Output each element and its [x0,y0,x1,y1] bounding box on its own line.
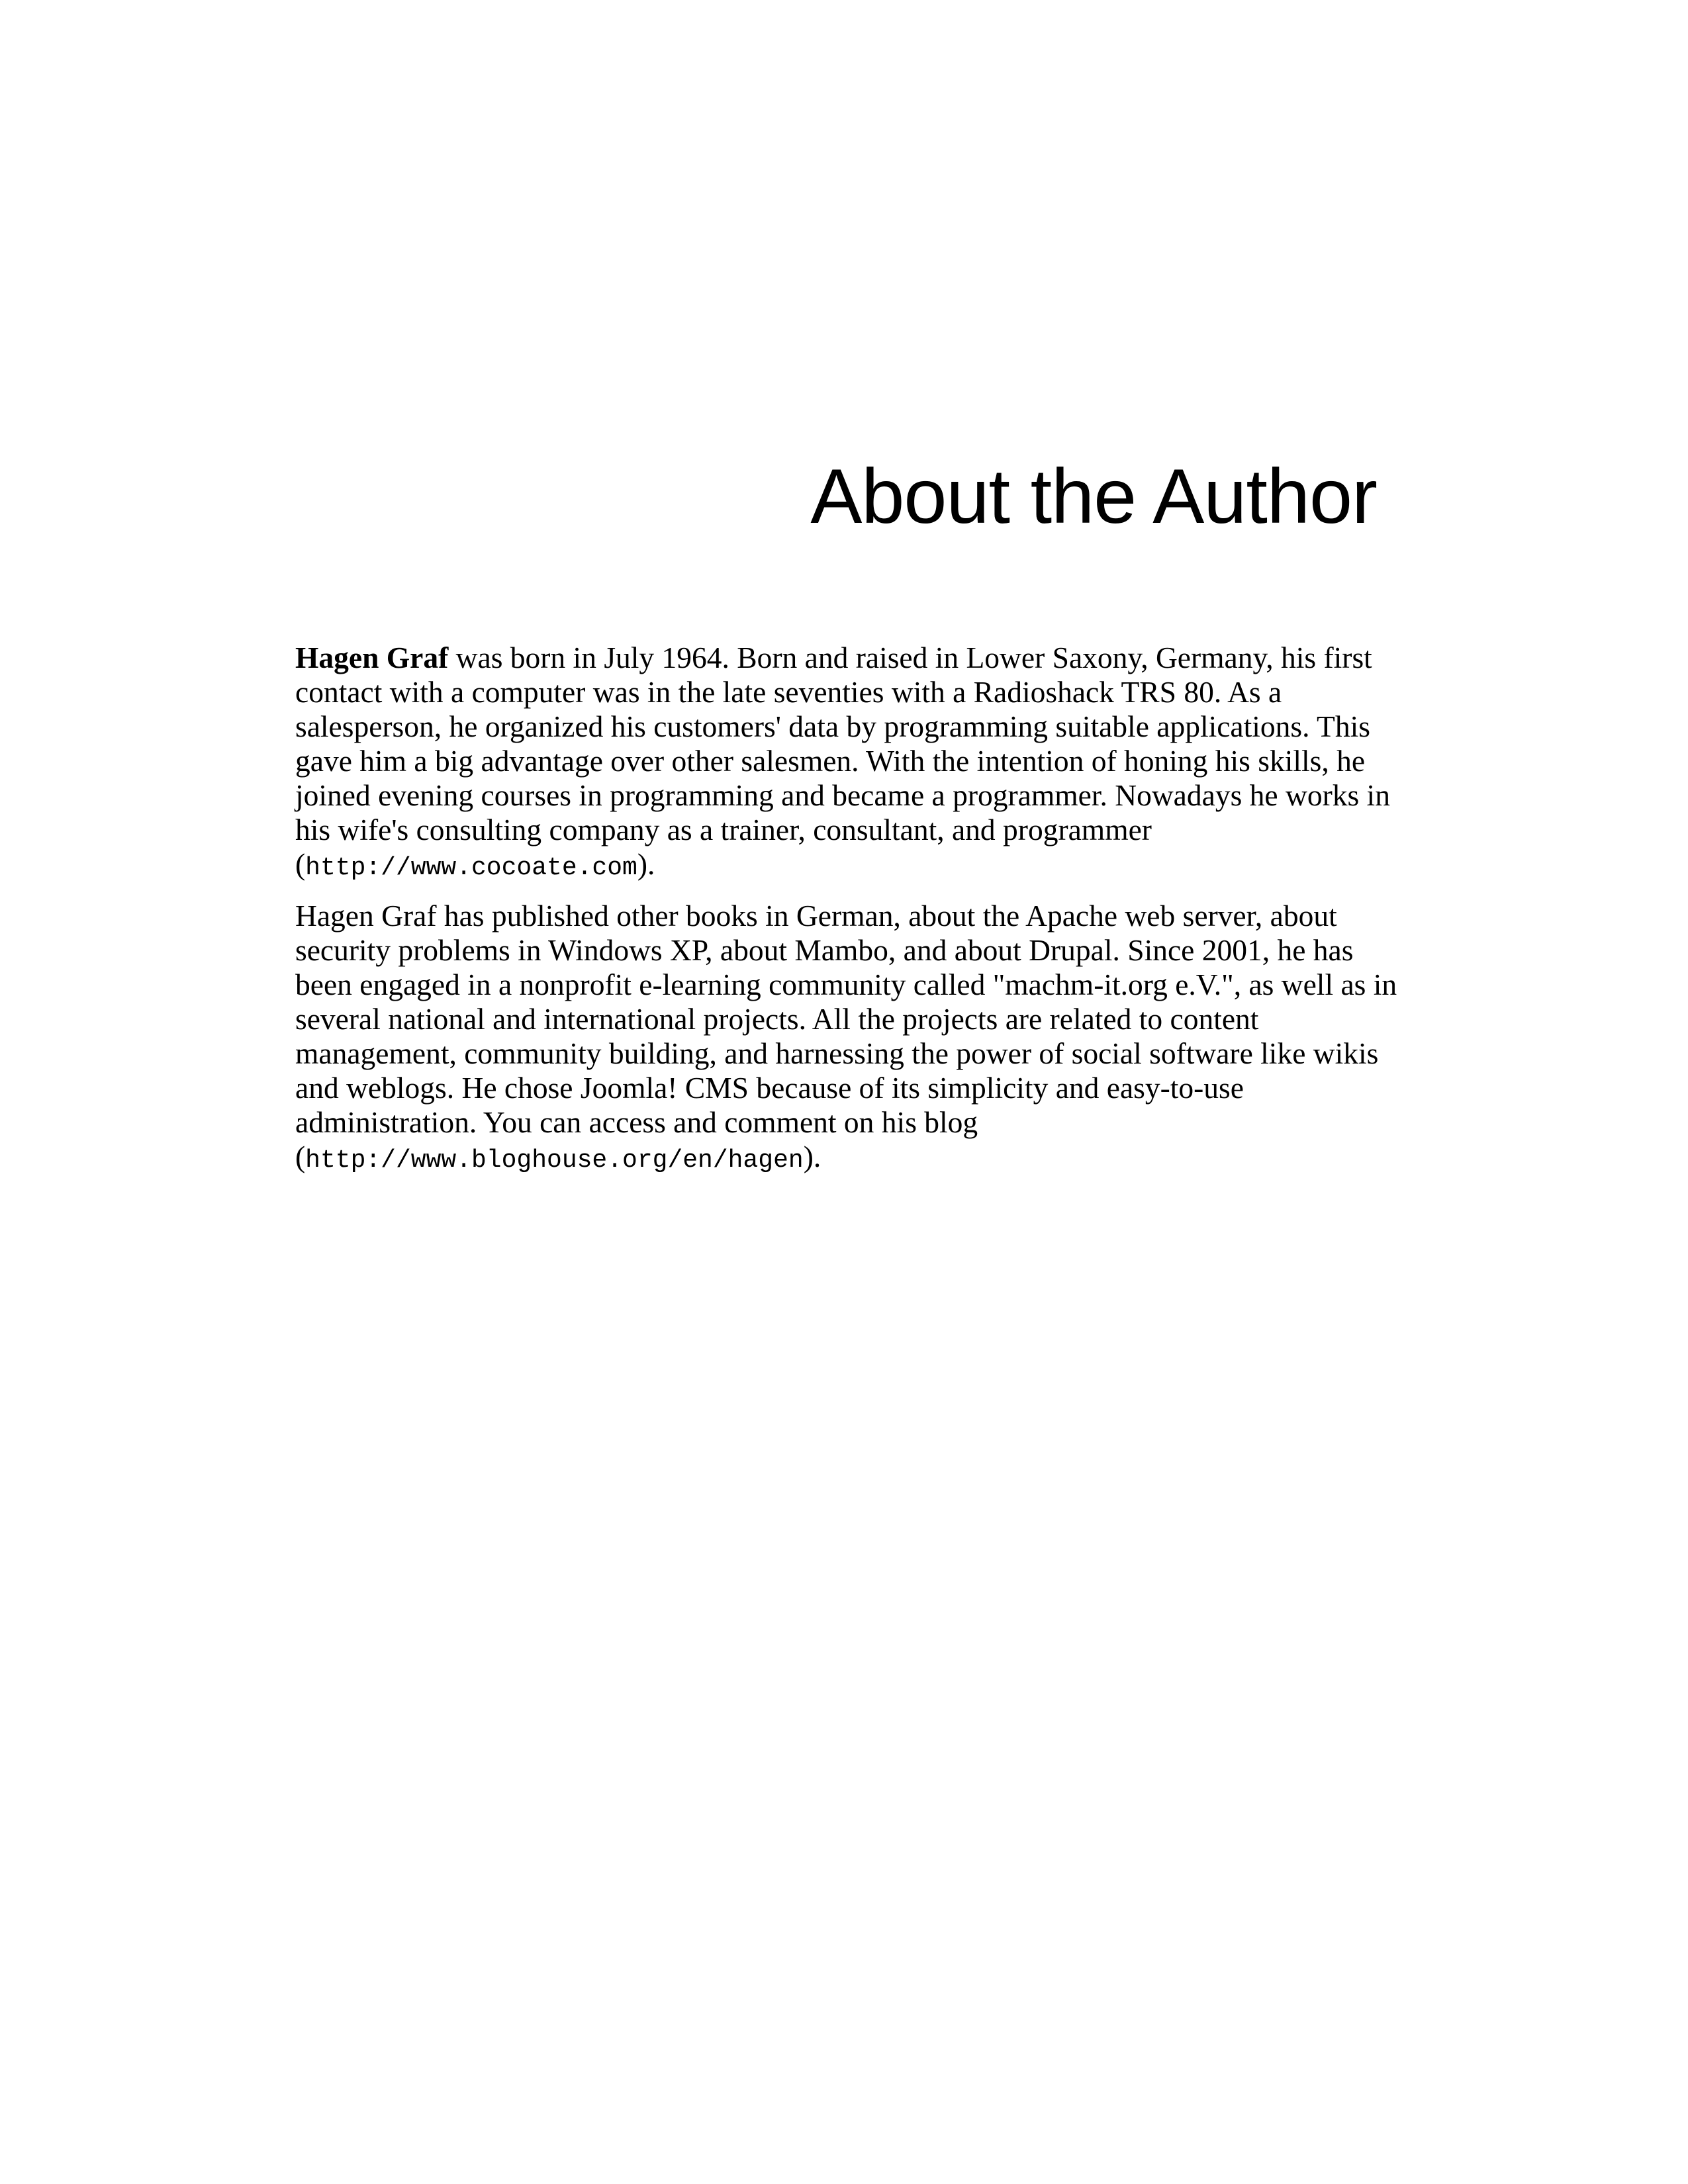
bio-paragraph-1 [295,641,1401,886]
bio-paragraph-1-closing: ). [637,847,655,881]
author-name: Hagen Graf [295,641,449,674]
bio-paragraph-2 [295,899,1401,1178]
author-bio [295,641,1401,1178]
cocoate-url: http://www.cocoate.com [305,854,637,882]
bio-paragraph-2-text: Hagen Graf has published other books in German, about the Apache web server, about security problems in Windows XP, about Mambo, and about Drupal. Since 2001, he has been engaged in a nonprofit e-learning community called "machm-it.org e.V.", as well as in several national and international projects. All the projects are related to content management, community building, and harnessing the power of social software like wikis and weblogs. He chose Joomla! CMS because of its simplicity and easy-to-use administration. You can access and comment on his blog ( [295,899,1397,1173]
blog-url: http://www.bloghouse.org/en/hagen [305,1146,804,1175]
bio-paragraph-2-closing: ). [803,1140,821,1173]
chapter-title: About the Author [810,453,1377,539]
bio-paragraph-1-text: was born in July 1964. Born and raised in Lower Saxony, Germany, his first contact with a computer was in the late seventies with a Radioshack TRS 80. As a salesperson, he organized his customers' data by programming suitable applications. This gave him a big advantage over other salesmen. With the intention of honing his skills, he joined evening courses in programming and became a programmer. Nowadays he works in his wife's consulting company as a trainer, consultant, and programmer ( [295,641,1390,881]
